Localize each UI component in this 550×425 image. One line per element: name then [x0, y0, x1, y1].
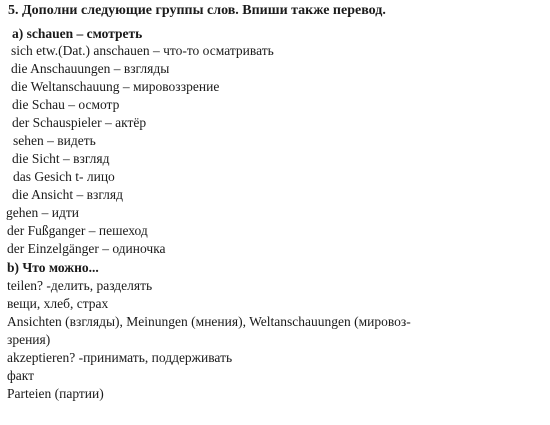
section-b-line: Ansichten (взгляды), Meinungen (мнения), Weltanschauungen (мировоз- [7, 314, 411, 329]
section-a-line: der Schauspieler – актёр [12, 115, 147, 130]
section-a-heading: a) schauen – смотреть [12, 26, 143, 41]
section-b-line: вещи, хлеб, страх [7, 296, 109, 311]
section-b-line: akzeptieren? -принимать, поддерживать [7, 350, 233, 365]
exercise-title: 5. Дополни следующие группы слов. Впиши также перевод. [8, 3, 386, 18]
section-a-line: die Ansicht – взгляд [12, 187, 123, 202]
section-b-line: факт [7, 368, 35, 383]
section-a-line: sich etw.(Dat.) anschauen – что-то осматривать [11, 43, 274, 58]
section-a-line: der Einzelgänger – одиночка [7, 241, 166, 256]
section-b-line: Parteien (партии) [7, 386, 104, 401]
section-a-line: die Schau – осмотр [12, 97, 120, 112]
section-a-line: der Fußganger – пешеход [7, 223, 148, 238]
section-a-line: das Gesich t- лицо [13, 169, 115, 184]
section-a-line: sehen – видеть [13, 133, 96, 148]
section-b-line: зрения) [7, 332, 51, 347]
section-a-line: die Weltanschauung – мировоззрение [11, 79, 220, 94]
section-b-heading: b) Что можно... [7, 260, 99, 275]
section-a-line: die Anschauungen – взгляды [11, 61, 170, 76]
section-a-line: die Sicht – взгляд [12, 151, 110, 166]
section-a-line: gehen – идти [6, 205, 79, 220]
section-b-line: teilen? -делить, разделять [7, 278, 153, 293]
